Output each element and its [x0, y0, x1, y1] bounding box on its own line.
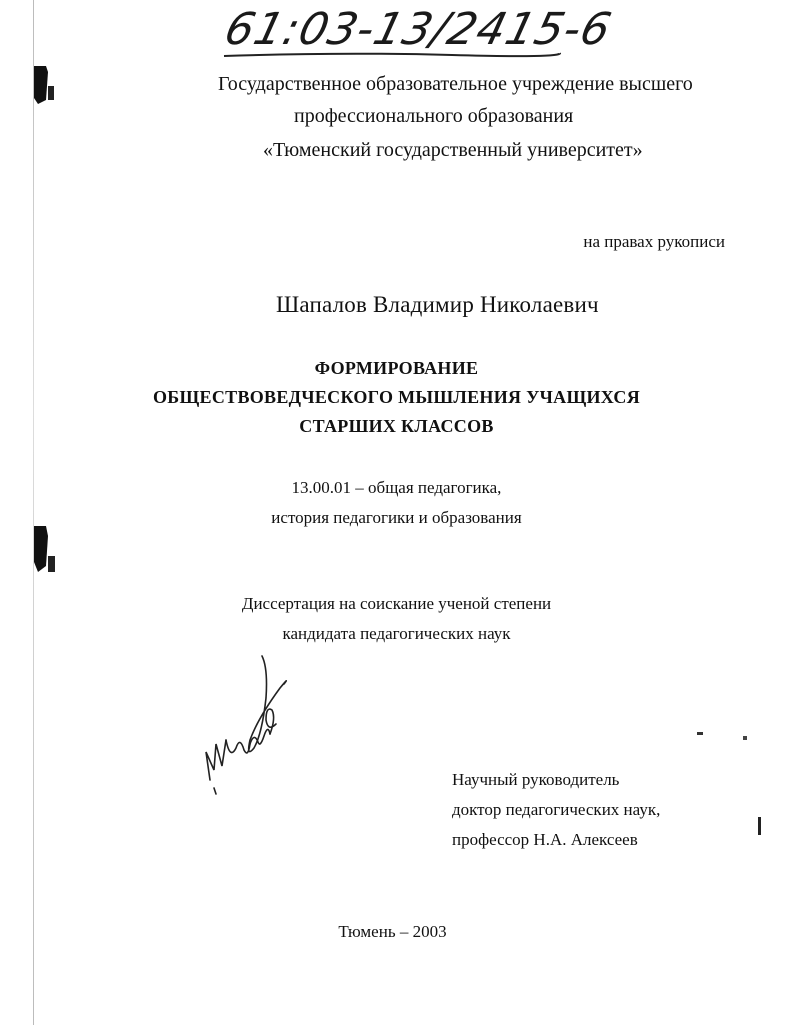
institution-line-1: Государственное образовательное учреждение высшего	[218, 73, 693, 95]
institution-line-2: профессионального образования	[294, 105, 574, 127]
degree-line-2: кандидата педагогических наук	[282, 624, 511, 643]
supervisor-line-2: доктор педагогических наук,	[452, 800, 661, 819]
scan-speck-right	[755, 815, 765, 837]
binding-mark-top	[28, 60, 58, 110]
title-line-1: ФОРМИРОВАНИЕ	[314, 358, 479, 378]
supervisor-line-3: профессор Н.А. Алексеев	[452, 830, 638, 849]
specialty-line-1: 13.00.01 – общая педагогика,	[291, 478, 502, 497]
title-line-2: ОБЩЕСТВОВЕДЧЕСКОГО МЫШЛЕНИЯ УЧАЩИХСЯ	[152, 387, 641, 407]
archive-number: 61:03-13/2415-6	[219, 4, 617, 55]
degree-line-1: Диссертация на соискание ученой степени	[241, 594, 552, 613]
manuscript-rights: на правах рукописи	[583, 232, 725, 251]
binding-mark-middle	[30, 522, 60, 578]
scan-specks	[695, 728, 755, 744]
specialty-line-2: история педагогики и образования	[271, 508, 522, 527]
supervisor-line-1: Научный руководитель	[452, 770, 620, 789]
author-signature	[196, 648, 306, 798]
author-name: Шапалов Владимир Николаевич	[276, 292, 599, 317]
institution-line-3: «Тюменский государственный университет»	[263, 139, 643, 161]
archive-number-underline	[222, 50, 562, 60]
place-year: Тюмень – 2003	[338, 922, 447, 941]
title-line-3: СТАРШИХ КЛАССОВ	[299, 416, 494, 436]
